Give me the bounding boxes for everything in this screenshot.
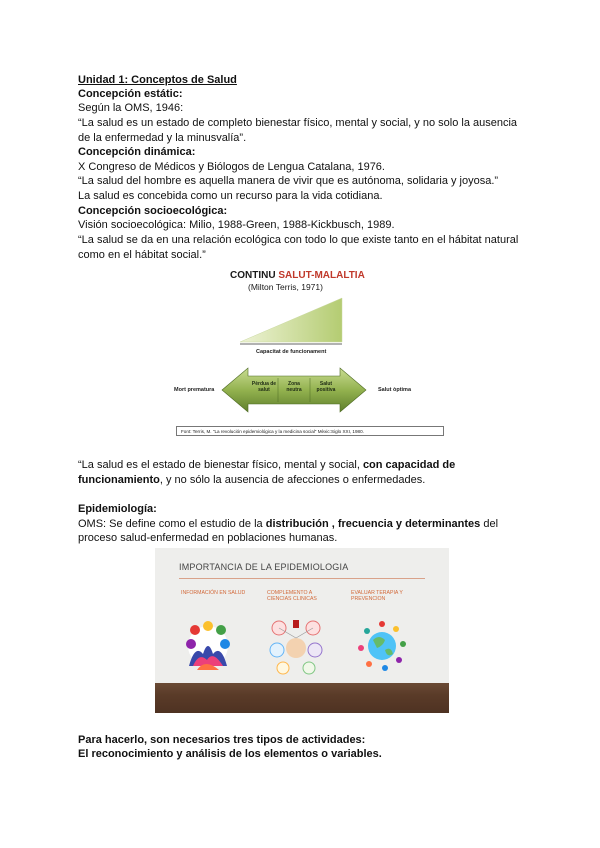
text-line: Para hacerlo, son necesarios tres tipos de actividades: — [78, 734, 366, 746]
figure-continuum — [174, 268, 444, 440]
page-title: Unidad 1: Conceptos de Salud — [78, 74, 237, 86]
slide-rule — [179, 578, 425, 579]
wood-floor — [155, 683, 449, 713]
text-line: “La salud se da en una relación ecológica con todo lo que existe tanto en el hábitat natural — [78, 234, 519, 246]
figure-epidemiology-slide — [155, 548, 449, 713]
people-huddle-icon — [181, 614, 235, 676]
segment-label: Zona neutra — [286, 381, 302, 393]
figure-title: CONTINU SALUT-MALALTIA — [230, 270, 365, 281]
text-line: La salud es concebida como un recurso para la vida cotidiana. — [78, 190, 383, 202]
capacity-wedge — [240, 298, 342, 342]
text-line: “La salud es un estado de completo bienestar físico, mental y social, y no solo la ausencia — [78, 117, 518, 129]
figure-source: Font: Terris, M. "La revolución epidemiológica y la medicina social" Mèxic:Siglo XXI, 1980. — [176, 426, 444, 436]
globe-people-icon — [355, 614, 409, 676]
text-line: de la enfermedad y la minusvalía”. — [78, 132, 247, 144]
capacity-label: Capacitat de funcionament — [256, 349, 327, 355]
continuum-graphic — [174, 268, 444, 428]
text-line: El reconocimiento y análisis de los elementos o variables. — [78, 748, 382, 760]
quote-line: funcionamiento, y no sólo la ausencia de afecciones o enfermedades. — [78, 474, 426, 486]
text-line: “La salud del hombre es aquella manera de vivir que es autónoma, solidaria y joyosa.” — [78, 175, 499, 187]
heading-epidemiologia: Epidemiología: — [78, 503, 157, 515]
heading-dinamica: Concepción dinámica: — [78, 146, 196, 158]
heading-estatic: Concepción estátic: — [78, 88, 183, 100]
column-heading: EVALUAR TERAPIA Y PREVENCION — [351, 590, 403, 602]
figure-subtitle: (Milton Terris, 1971) — [248, 282, 323, 292]
right-end-label: Salut òptima — [378, 387, 412, 393]
left-end-label: Mort prematura — [174, 387, 215, 393]
slide-title: IMPORTANCIA DE LA EPIDEMIOLOGIA — [179, 562, 349, 572]
text-line: proceso salud-enfermedad en poblaciones humanas. — [78, 532, 338, 544]
text-line: OMS: Se define como el estudio de la distribución , frecuencia y determinantes del — [78, 518, 499, 530]
text-line: Según la OMS, 1946: — [78, 102, 184, 114]
text-line: X Congreso de Médicos y Biólogos de Lengua Catalana, 1976. — [78, 161, 385, 173]
quote-line: “La salud es el estado de bienestar físico, mental y social, con capacidad de — [78, 459, 456, 471]
text-line: Visión socioecológica: Milio, 1988-Green, 1988-Kickbusch, 1989. — [78, 219, 395, 231]
text-line: como en el hábitat social.” — [78, 249, 206, 261]
column-heading: COMPLEMENTO A CIENCIAS CLINICAS — [267, 590, 317, 602]
column-heading: INFORMACIÓN EN SALUD — [181, 590, 246, 596]
clinical-icons — [269, 614, 323, 676]
segment-label: Salut positiva — [316, 381, 336, 393]
heading-socioecologica: Concepción socioecológica: — [78, 205, 228, 217]
segment-label: Pèrdua de salut — [251, 381, 277, 393]
